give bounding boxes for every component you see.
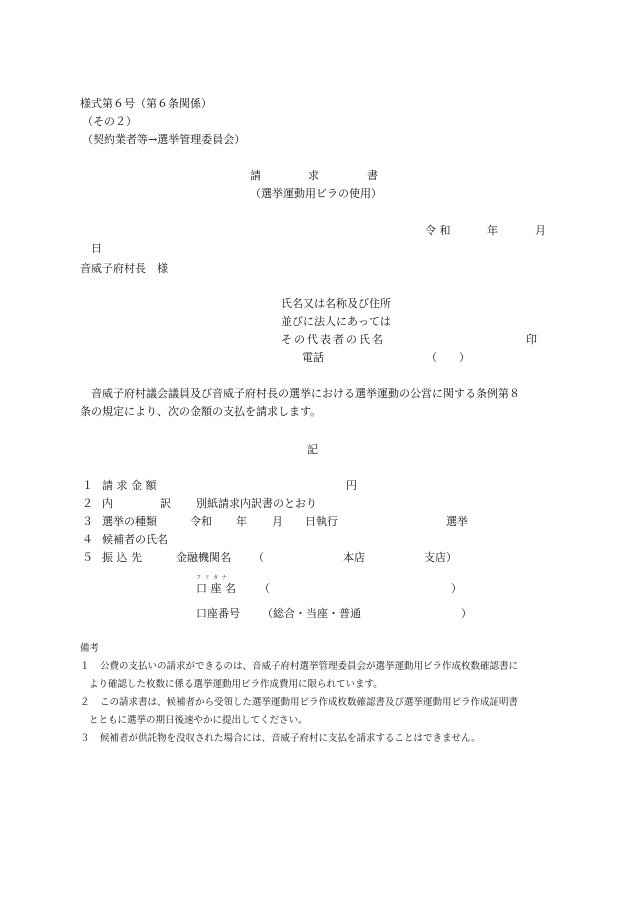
item-4-number: ４	[82, 533, 93, 546]
account-type-close-paren: ）	[461, 607, 472, 620]
phone-paren: （ ）	[426, 351, 470, 364]
ki-heading: 記	[307, 443, 318, 456]
item-3-month: 月	[272, 515, 283, 528]
note-3-number: ３	[80, 733, 90, 744]
account-name-ruby: フ リ ガ ナ	[196, 575, 228, 581]
account-name-open-paren: （	[259, 582, 270, 595]
body-line-2: 条の規定により、次の金額の支払を請求します。	[80, 405, 322, 418]
item-5-number: ５	[82, 551, 93, 564]
account-number-label: 口座番号	[196, 607, 240, 620]
notes-heading: 備考	[80, 643, 100, 654]
title-char-3: 書	[367, 169, 378, 182]
item-2-value: 別紙請求内訳書のとおり	[196, 497, 317, 510]
item-3-suffix: 選挙	[446, 515, 468, 528]
note-2-number: ２	[80, 697, 90, 708]
title-char-2: 求	[308, 169, 319, 182]
note-2-line-2: とともに選挙の期日後速やかに提出してください。	[89, 715, 308, 726]
applicant-line-1: 氏名又は名称及び住所	[281, 297, 391, 310]
item-1-unit: 円	[346, 479, 357, 492]
item-5-label: 振 込 先	[102, 551, 142, 564]
date-month: 月	[535, 224, 546, 237]
date-day: 日	[91, 242, 102, 255]
item-2-label-a: 内	[102, 497, 113, 510]
bank-name-label: 金融機関名	[176, 551, 231, 564]
note-1-line-2: より確認した枚数に係る選挙運動用ビラ作成費用に限られています。	[89, 679, 383, 690]
account-name-close-paren: ）	[451, 582, 462, 595]
item-3-label: 選挙の種類	[102, 515, 157, 528]
seal-mark: 印	[526, 333, 537, 346]
main-branch-label: 本店	[343, 551, 365, 564]
item-1-number: １	[82, 479, 93, 492]
item-1-label: 請 求 金 額	[102, 479, 157, 492]
note-1-line-1: 公費の支払いの請求ができるのは、音威子府村選挙管理委員会が選挙運動用ビラ作成枚数確認書に	[100, 661, 519, 672]
item-4-label: 候補者の氏名	[102, 533, 168, 546]
applicant-line-3: その代表者の氏名	[281, 333, 385, 346]
phone-label: 電話	[302, 351, 324, 364]
form-sub-number: （その２）	[82, 115, 137, 128]
form-number: 様式第６号（第６条関係）	[80, 97, 212, 110]
body-line-1: 音威子府村議会議員及び音威子府村長の選挙における選挙運動の公営に関する条例第８	[91, 387, 520, 400]
note-2-line-1: この請求書は、候補者から受領した選挙運動用ビラ作成枚数確認書及び選挙運動用ビラ作成証明書	[100, 697, 519, 708]
item-2-number: ２	[82, 497, 93, 510]
note-1-number: １	[80, 661, 90, 672]
item-3-day: 日執行	[305, 515, 338, 528]
item-2-label-b: 訳	[160, 497, 171, 510]
addressee: 音威子府村長 様	[80, 262, 168, 275]
note-3-line-1: 候補者が供託物を没収された場合には、音威子府村に支払を請求することはできません。	[100, 733, 481, 744]
item-3-number: ３	[82, 515, 93, 528]
date-year: 年	[487, 224, 498, 237]
branch-label: 支店）	[424, 551, 457, 564]
account-name-label: 口 座 名	[196, 582, 236, 595]
form-route: （契約業者等→選挙管理委員会）	[82, 133, 246, 146]
account-type: （総合・当座・普通	[262, 607, 361, 620]
subtitle: （選挙運動用ビラの使用）	[250, 187, 382, 200]
title-char-1: 請	[250, 169, 261, 182]
applicant-line-2: 並びに法人にあっては	[281, 315, 391, 328]
bank-open-paren: （	[253, 551, 264, 564]
item-3-era: 令和	[190, 515, 212, 528]
date-era: 令 和	[425, 224, 451, 237]
item-3-year: 年	[236, 515, 247, 528]
